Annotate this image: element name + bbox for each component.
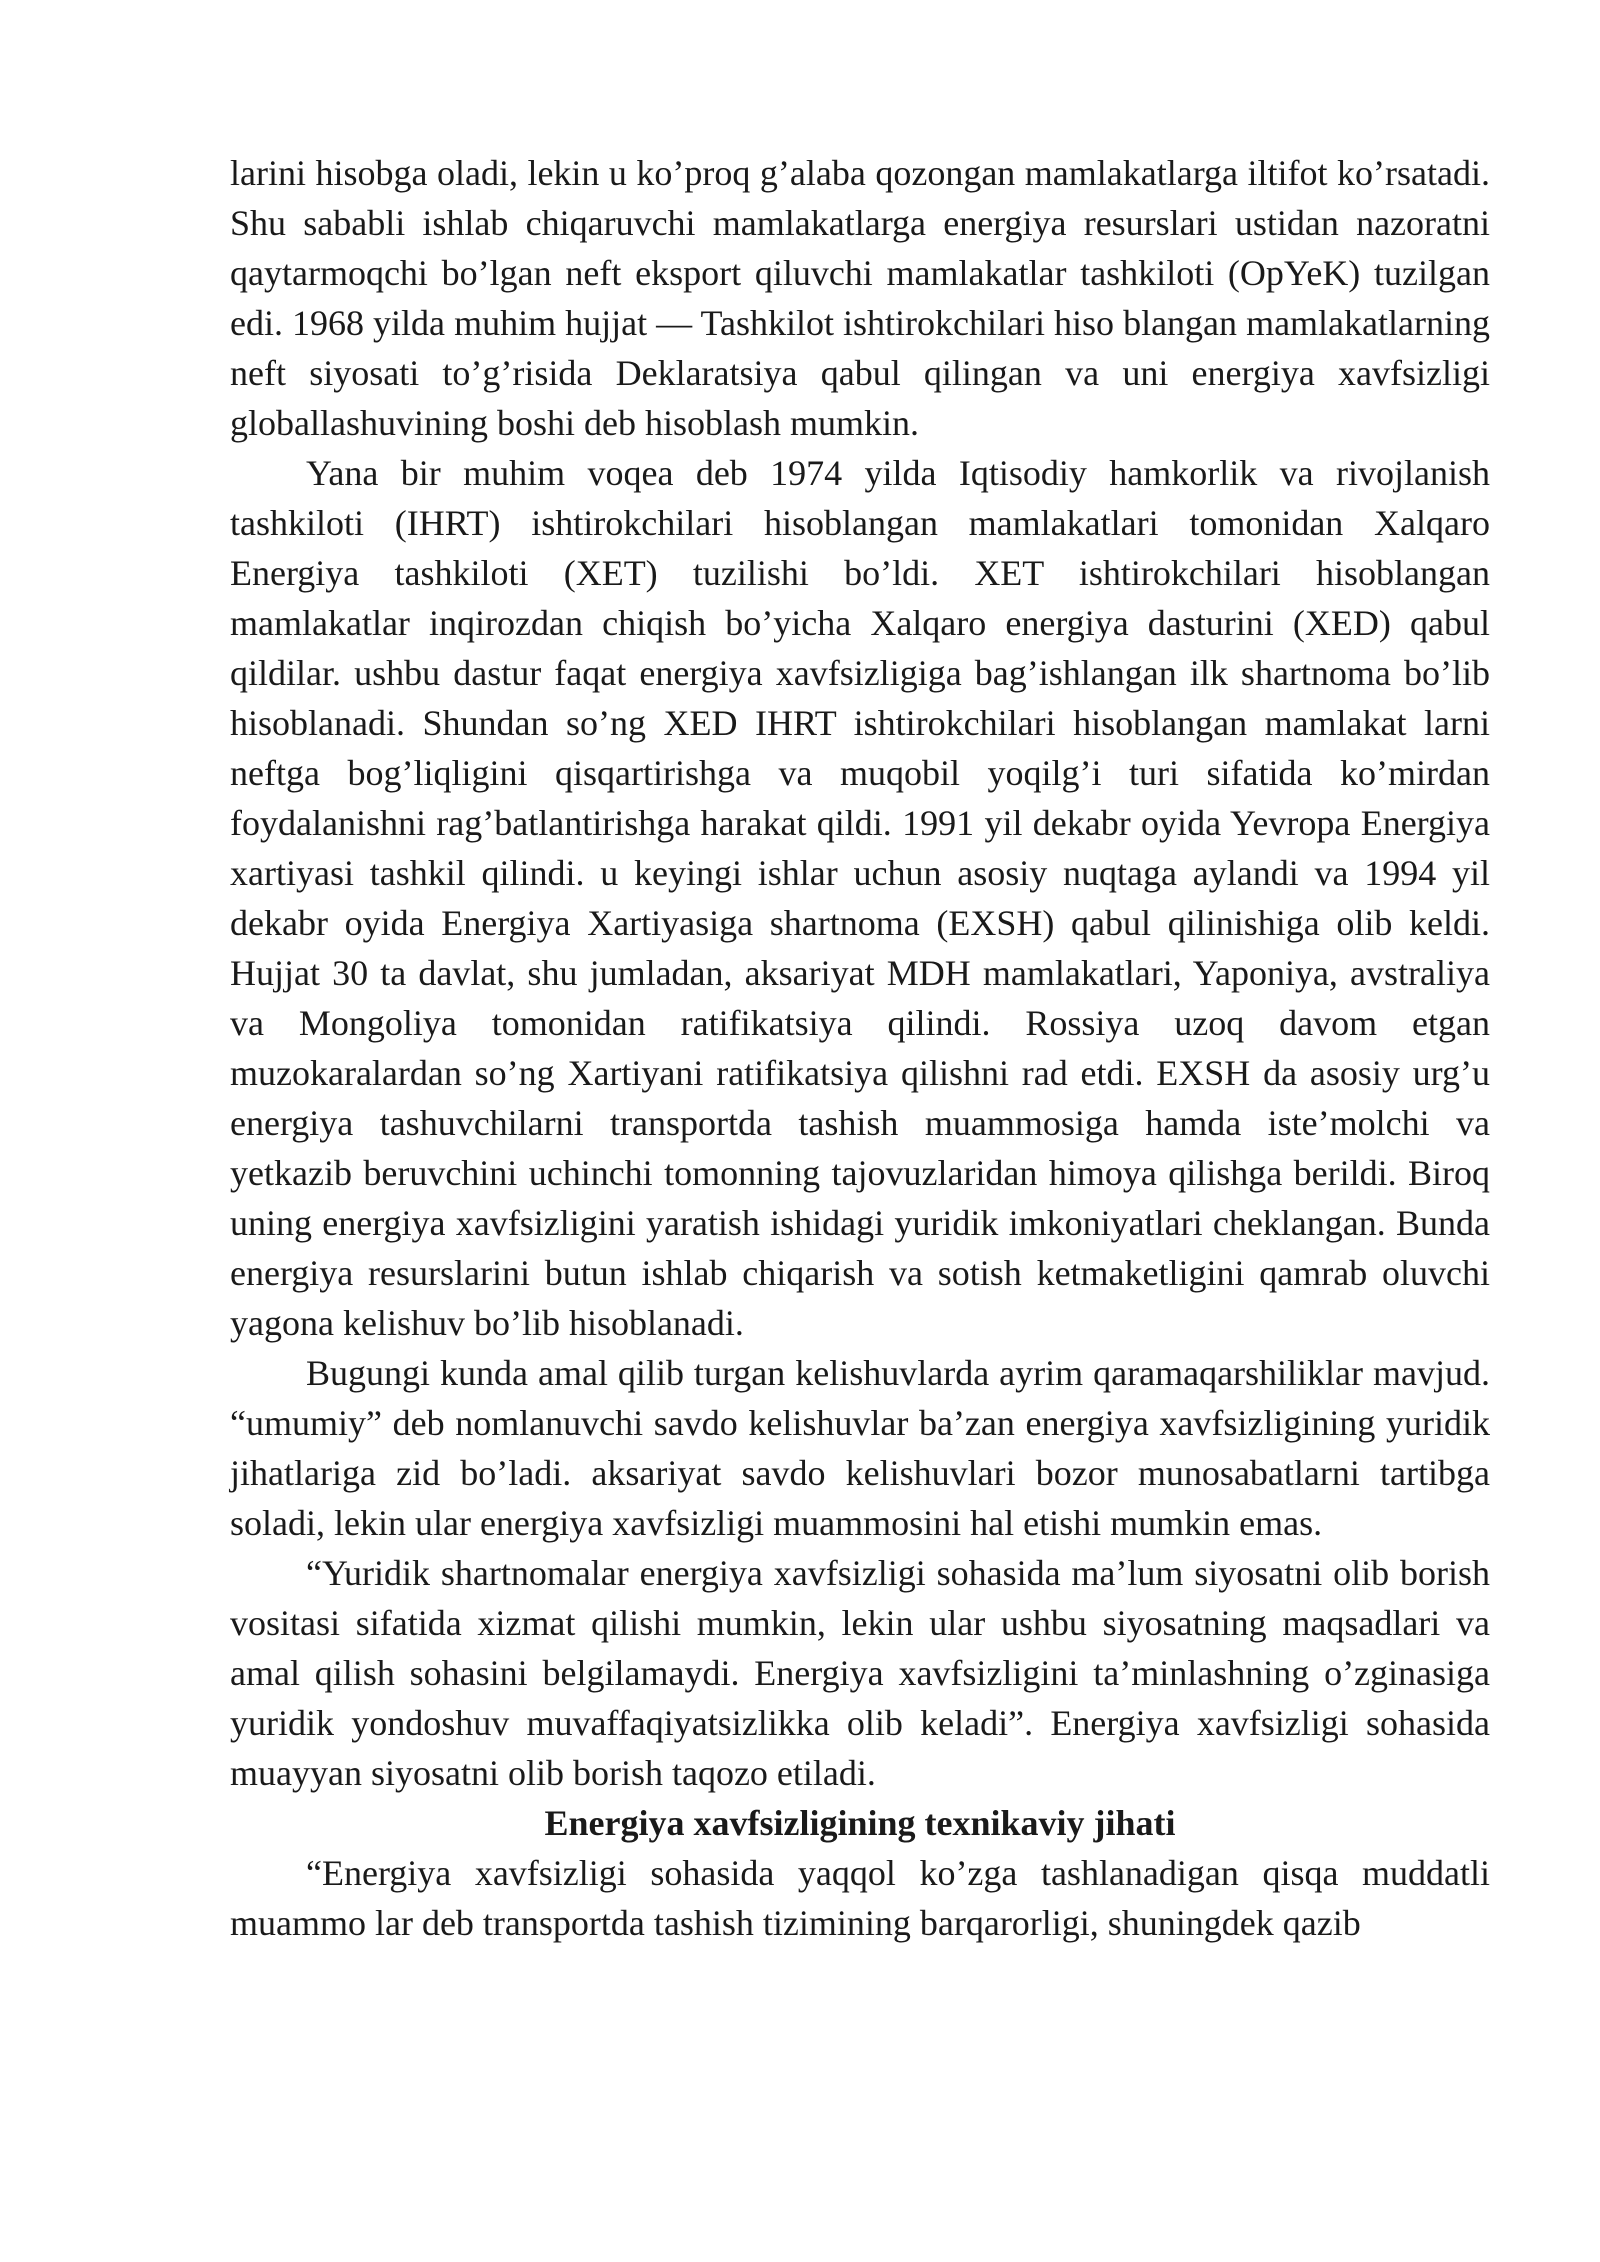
document-page: [230, 148, 1490, 1948]
paragraph-legal-treaties: “Yuridik shartnomalar energiya xavfsizligi sohasida ma’lum siyosatni olib borish vositasi sifatida xizmat qilishi mumkin, lekin ular ushbu siyosatning maqsadlari va amal qilish sohasini belgilamaydi. Energiya xavfsizligini ta’minlashning o’zginasiga yuridik yondoshuv muvaffaqiyatsizlikka olib keladi”. Energiya xavfsizligi sohasida muayyan siyosatni olib borish taqozo etiladi.: [230, 1553, 1490, 1793]
section-heading: Energiya xavfsizligining texnikaviy jihati: [544, 1803, 1176, 1843]
paragraph-xet-history: Yana bir muhim voqea deb 1974 yilda Iqtisodiy hamkorlik va rivojlanish tashkiloti (IHRT) ishtirokchilari hisoblangan mamlakatlari tomonidan Xalqaro Energiya tashkiloti (XET) tuzilishi bo’ldi. XET ishtirokchilari hisoblangan mamlakatlar inqirozdan chiqish bo’yicha Xalqaro energiya dasturini (XED) qabul qildilar. ushbu dastur faqat energiya xavfsizligiga bag’ishlangan ilk shartnoma bo’lib hisoblanadi. Shundan so’ng XED IHRT ishtirokchilari hisoblangan mamlakat larni neftga bog’liqligini qisqartirishga va muqobil yoqilg’i turi sifatida ko’mirdan foydalanishni rag’batlantirishga harakat qildi. 1991 yil dekabr oyida Yevropa Energiya xartiyasi tashkil qilindi. u keyingi ishlar uchun asosiy nuqtaga aylandi va 1994 yil dekabr oyida Energiya Xartiyasiga shartnoma (EXSH) qabul qilinishiga olib keldi. Hujjat 30 ta davlat, shu jumladan, aksariyat MDH mamlakatlari, Yaponiya, avstraliya va Mongoliya tomonidan ratifikatsiya qilindi. Rossiya uzoq davom etgan muzokaralardan so’ng Xartiyani ratifikatsiya qilishni rad etdi. EXSH da asosiy urg’u energiya tashuvchilarni transportda tashish muammosiga hamda iste’molchi va yetkazib beruvchini uchinchi tomonning tajovuzlaridan himoya qilishga berildi. Biroq uning energiya xavfsizligini yaratish ishidagi yuridik imkoniyatlari cheklangan. Bunda energiya resurslarini butun ishlab chiqarish va sotish ketmaketligini qamrab oluvchi yagona kelishuv bo’lib hisoblanadi.: [230, 453, 1490, 1343]
paragraph-technical-aspect: “Energiya xavfsizligi sohasida yaqqol ko’zga tashlanadigan qisqa muddatli muammo lar deb transportda tashish tizimining barqarorligi, shuningdek qazib: [230, 1853, 1490, 1943]
paragraph-continuation: larini hisobga oladi, lekin u ko’proq g’alaba qozongan mamlakatlarga iltifot ko’rsatadi. Shu sababli ishlab chiqaruvchi mamlakatlarga energiya resurslari ustidan nazoratni qaytarmoqchi bo’lgan neft eksport qiluvchi mamlakatlar tashkiloti (OpYeK) tuzilgan edi. 1968 yilda muhim hujjat — Tashkilot ishtirokchilari hiso blangan mamlakatlarning neft siyosati to’g’risida Deklaratsiya qabul qilingan va uni energiya xavfsizligi globallashuvining boshi deb hisoblash mumkin.: [230, 153, 1490, 443]
paragraph-trade-agreements: Bugungi kunda amal qilib turgan kelishuvlarda ayrim qaramaqarshiliklar mavjud. “umumiy” deb nomlanuvchi savdo kelishuvlar ba’zan energiya xavfsizligining yuridik jihatlariga zid bo’ladi. aksariyat savdo kelishuvlari bozor munosabatlarni tartibga soladi, lekin ular energiya xavfsizligi muammosini hal etishi mumkin emas.: [230, 1353, 1490, 1543]
